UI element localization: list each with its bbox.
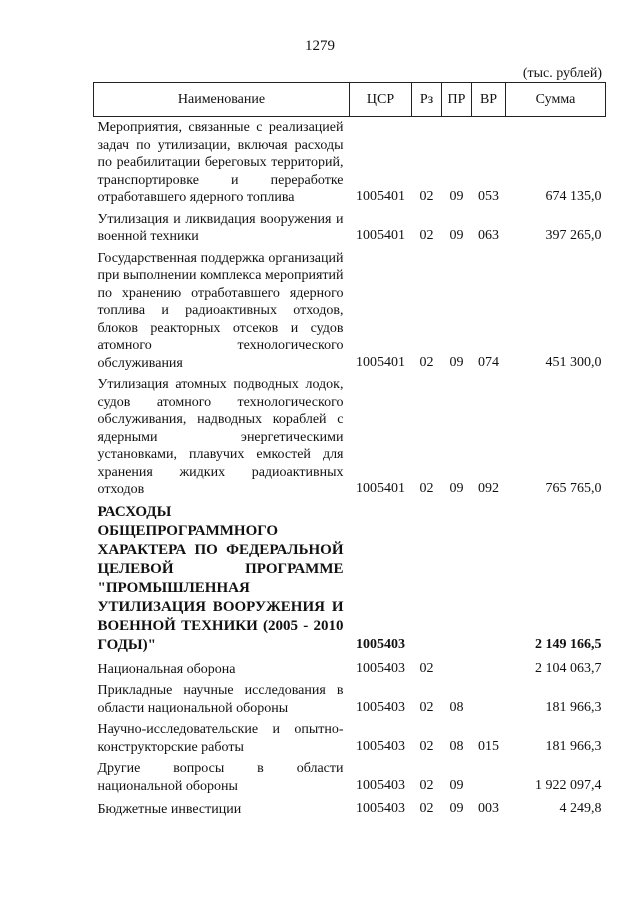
row-csr: 1005401	[356, 481, 405, 496]
row-name: Национальная оборона	[97, 661, 236, 677]
row-name: Научно-исследовательские и опытно-конструкторские работы	[97, 722, 344, 755]
header-pr: ПР	[442, 83, 472, 117]
header-csr: ЦСР	[350, 83, 412, 117]
row-sum: 2 149 166,5	[535, 637, 602, 652]
units-label: (тыс. рублей)	[522, 66, 602, 81]
header-name: Наименование	[94, 83, 350, 117]
header-rz: Рз	[412, 83, 442, 117]
table-row	[94, 797, 606, 821]
row-csr: 1005403	[356, 660, 405, 676]
row-vr: 074	[478, 354, 499, 370]
row-csr: 1005403	[356, 637, 405, 652]
row-vr: 053	[478, 189, 499, 204]
row-sum: 451 300,0	[545, 354, 602, 370]
row-sum: 674 135,0	[545, 189, 602, 204]
table-row	[94, 758, 606, 797]
table-row	[94, 657, 606, 681]
row-sum: 181 966,3	[545, 738, 602, 754]
row-name: Мероприятия, связанные с реализацией задач по утилизации, включая расходы по реабилитации береговых территорий, транспортировке и переработке отработавшего ядерного топлива	[97, 120, 344, 205]
row-rz	[412, 501, 442, 657]
table-row	[94, 719, 606, 758]
row-vr	[472, 758, 506, 797]
page-number: 1279	[305, 38, 335, 54]
row-sum: 765 765,0	[545, 481, 602, 496]
table-row	[94, 374, 606, 501]
table-row-section-total	[94, 501, 606, 657]
row-pr	[442, 657, 472, 681]
row-pr: 09	[449, 354, 464, 370]
row-pr: 08	[449, 699, 464, 715]
row-vr	[472, 657, 506, 681]
row-name: Бюджетные инвестиции	[97, 802, 242, 817]
row-pr: 09	[449, 777, 464, 793]
row-csr: 1005403	[356, 801, 405, 816]
row-sum: 1 922 097,4	[535, 777, 602, 793]
row-sum: 397 265,0	[545, 228, 602, 243]
row-rz: 02	[419, 660, 434, 676]
row-name: Утилизация и ликвидация вооружения и военной техники	[97, 211, 344, 244]
row-sum: 2 104 063,7	[535, 660, 602, 676]
row-rz: 02	[419, 777, 434, 793]
row-csr: 1005401	[356, 228, 405, 243]
table-header	[94, 83, 606, 117]
row-pr: 09	[449, 801, 464, 816]
row-pr: 09	[449, 189, 464, 204]
row-vr	[472, 501, 506, 657]
row-rz: 02	[419, 738, 434, 754]
row-pr: 08	[449, 738, 464, 754]
row-vr: 003	[478, 801, 499, 816]
row-pr: 09	[449, 228, 464, 243]
row-name: Государственная поддержка организаций при выполнении комплекса мероприятий по хранению отработавшего ядерного топлива и радиоактивных отходов, блоков реакторных отсеков и судов атомного технологического обслуживания	[97, 250, 344, 371]
row-rz: 02	[419, 228, 434, 243]
row-rz: 02	[419, 481, 434, 496]
row-name: РАСХОДЫ ОБЩЕПРОГРАММНОГО ХАРАКТЕРА ПО ФЕДЕРАЛЬНОЙ ЦЕЛЕВОЙ ПРОГРАММЕ "ПРОМЫШЛЕННАЯ УТИЛИЗАЦИЯ ВООРУЖЕНИЯ И ВОЕННОЙ ТЕХНИКИ (2005 - 2010 ГОДЫ)"	[97, 503, 344, 653]
row-name: Другие вопросы в области национальной обороны	[97, 761, 344, 794]
row-pr: 09	[449, 481, 464, 496]
row-sum: 181 966,3	[545, 699, 602, 715]
table-body	[94, 117, 606, 821]
row-csr: 1005401	[356, 189, 405, 204]
row-csr: 1005403	[356, 699, 405, 715]
table-row	[94, 680, 606, 719]
row-csr: 1005403	[356, 738, 405, 754]
budget-table	[93, 82, 606, 821]
row-sum: 4 249,8	[559, 801, 602, 816]
row-name: Утилизация атомных подводных лодок, судов атомного технологического обслуживания, надводных кораблей с ядерными энергетическими установками, плавучих емкостей для хранения жидких радиоактивных отходов	[97, 377, 344, 497]
header-vr: ВР	[472, 83, 506, 117]
row-csr: 1005403	[356, 777, 405, 793]
row-rz: 02	[419, 354, 434, 370]
header-sum: Сумма	[506, 83, 606, 117]
table-row	[94, 209, 606, 248]
row-csr: 1005401	[356, 354, 405, 370]
row-rz: 02	[419, 801, 434, 816]
row-vr	[472, 680, 506, 719]
row-vr: 092	[478, 481, 499, 496]
row-pr	[442, 501, 472, 657]
row-vr: 063	[478, 228, 499, 243]
row-rz: 02	[419, 699, 434, 715]
table-row	[94, 248, 606, 375]
row-name: Прикладные научные исследования в области национальной обороны	[97, 683, 344, 716]
row-rz: 02	[419, 189, 434, 204]
table-row	[94, 117, 606, 209]
row-vr: 015	[478, 738, 499, 754]
